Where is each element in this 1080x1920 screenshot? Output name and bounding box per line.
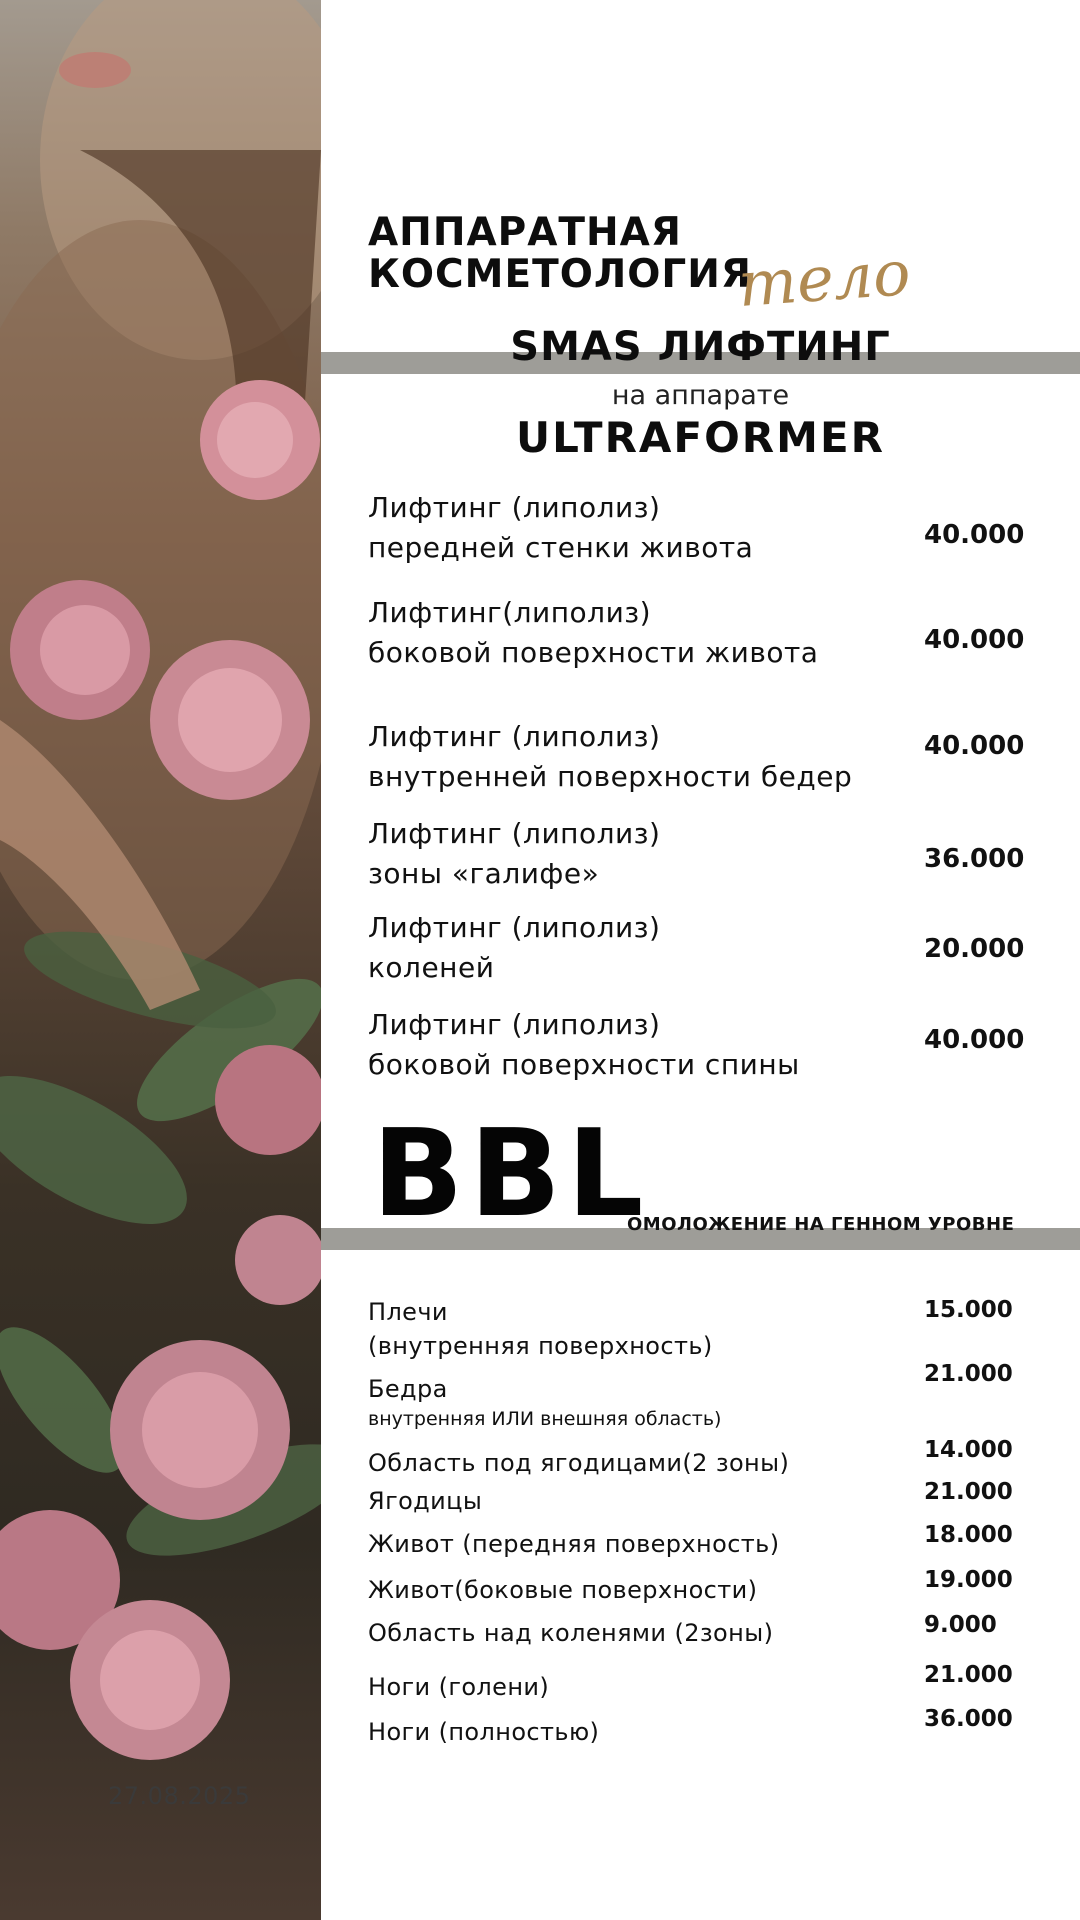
- service-line1: Лифтинг(липолиз): [368, 596, 652, 629]
- service-line2: боковой поверхности живота: [368, 636, 819, 669]
- service-line2: зоны «галифе»: [368, 857, 600, 890]
- smas-service-2: [368, 593, 818, 673]
- smas-service-4: [368, 814, 660, 894]
- bbl-item-2-note: внутренняя ИЛИ внешняя область): [368, 1408, 722, 1430]
- bbl-item-1: Плечи: [368, 1298, 448, 1326]
- service-line1: Лифтинг (липолиз): [368, 817, 661, 850]
- service-line1: Лифтинг (липолиз): [368, 1008, 661, 1041]
- bbl-subtitle: ОМОЛОЖЕНИЕ НА ГЕННОМ УРОВНЕ: [627, 1214, 1015, 1235]
- title-line-2: КОСМЕТОЛОГИЯ: [368, 252, 752, 297]
- bbl-price-2: 21.000: [924, 1361, 1013, 1387]
- smas-title: SMAS ЛИФТИНГ: [510, 324, 891, 370]
- flowers-illustration: [0, 0, 321, 1920]
- device-name: ULTRAFORMER: [516, 413, 885, 462]
- bbl-price-6: 19.000: [924, 1567, 1013, 1593]
- bbl-price-7: 9.000: [924, 1612, 997, 1638]
- bbl-item-5: Живот (передняя поверхность): [368, 1530, 780, 1558]
- bbl-price-8: 21.000: [924, 1662, 1013, 1688]
- bbl-item-4: Ягодицы: [368, 1487, 483, 1515]
- bbl-item-3: Область под ягодицами(2 зоны): [368, 1449, 790, 1477]
- smas-price-4: 36.000: [924, 844, 1025, 874]
- smas-price-1: 40.000: [924, 520, 1025, 550]
- bbl-price-5: 18.000: [924, 1522, 1013, 1548]
- bbl-price-9: 36.000: [924, 1706, 1013, 1732]
- title-line-1: АППАРАТНАЯ: [368, 210, 682, 255]
- bbl-item-9: Ноги (полностью): [368, 1718, 600, 1746]
- script-word: тело: [735, 236, 913, 321]
- service-line1: Лифтинг (липолиз): [368, 720, 661, 753]
- smas-price-6: 40.000: [924, 1025, 1025, 1055]
- smas-price-2: 40.000: [924, 625, 1025, 655]
- bbl-item-7: Область над коленями (2зоны): [368, 1619, 774, 1647]
- bbl-title: BBL: [372, 1105, 650, 1244]
- service-line2: передней стенки живота: [368, 531, 754, 564]
- date-label: 27.08.2025: [108, 1782, 251, 1810]
- bbl-item-8: Ноги (голени): [368, 1673, 550, 1701]
- bbl-item-6: Живот(боковые поверхности): [368, 1576, 758, 1604]
- smas-service-1: [368, 488, 753, 568]
- service-line2: коленей: [368, 951, 495, 984]
- service-line1: Лифтинг (липолиз): [368, 911, 661, 944]
- smas-service-6: [368, 1005, 800, 1085]
- decorative-photo-panel: [0, 0, 321, 1920]
- page-title: [368, 212, 752, 296]
- bbl-price-4: 21.000: [924, 1479, 1013, 1505]
- smas-price-3: 40.000: [924, 731, 1025, 761]
- device-prefix: на аппарате: [611, 380, 790, 411]
- bbl-item-1-note: (внутренняя поверхность): [368, 1332, 713, 1360]
- smas-service-5: [368, 908, 660, 988]
- smas-price-5: 20.000: [924, 934, 1025, 964]
- bbl-item-2: Бедра: [368, 1375, 448, 1403]
- service-line2: боковой поверхности спины: [368, 1048, 800, 1081]
- service-line2: внутренней поверхности бедер: [368, 760, 853, 793]
- bbl-price-3: 14.000: [924, 1437, 1013, 1463]
- service-line1: Лифтинг (липолиз): [368, 491, 661, 524]
- bbl-price-1: 15.000: [924, 1297, 1013, 1323]
- smas-service-3: [368, 717, 852, 797]
